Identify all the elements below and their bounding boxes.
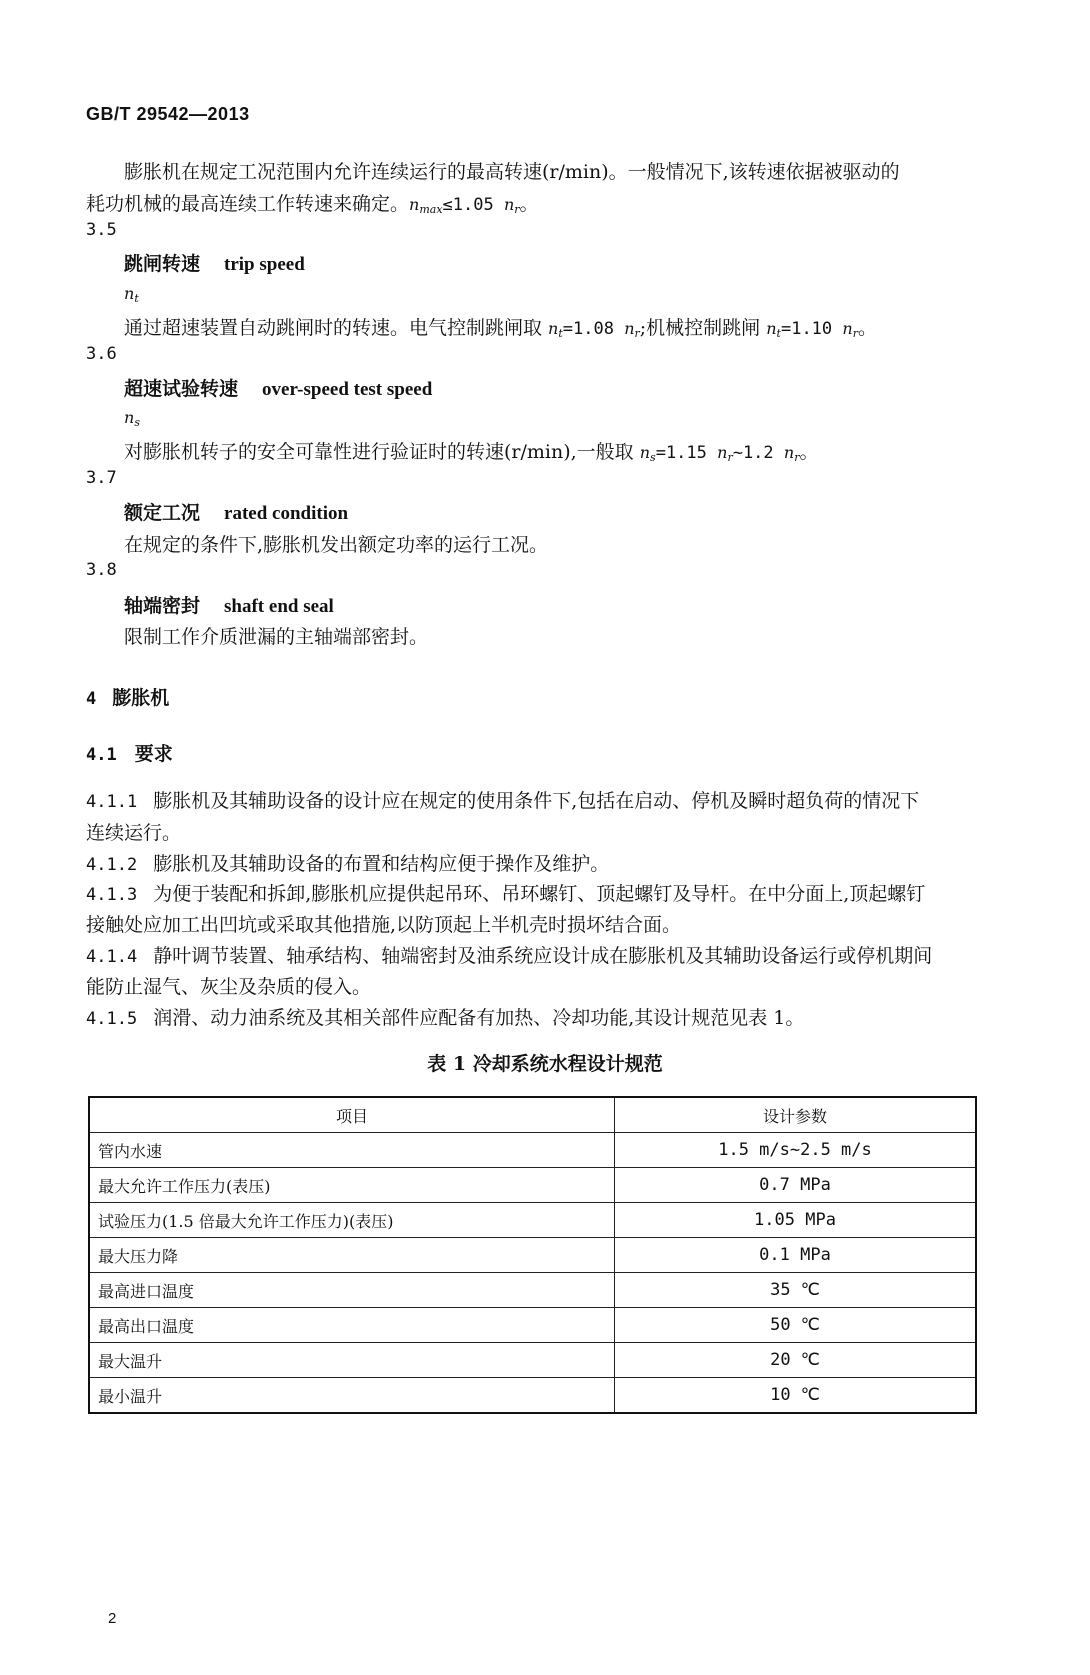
clause-3-7-term: 额定工况 rated condition xyxy=(124,502,349,524)
clause-4-1-3-line-2: 接触处应加工出凹坑或采取其他措施,以防顶起上半机壳时损坏结合面。 xyxy=(86,914,682,936)
clause-3-8-number: 3.8 xyxy=(86,560,117,580)
clause-4-1-4-line-2: 能防止湿气、灰尘及杂质的侵入。 xyxy=(86,976,372,998)
clause-3-6-symbol: $n_s$ xyxy=(124,408,140,429)
table-header-parameter: 设计参数 xyxy=(615,1097,977,1133)
table-cell-value: 50 ℃ xyxy=(615,1308,977,1343)
clause-4-1-5: 4.1.5 润滑、动力油系统及其相关部件应配备有加热、冷却功能,其设计规范见表 1。 xyxy=(86,1007,805,1029)
table-cell-value: 20 ℃ xyxy=(615,1343,977,1378)
table-cell-value: 35 ℃ xyxy=(615,1273,977,1308)
intro-line-1: 膨胀机在规定工况范围内允许连续运行的最高转速(r/min)。一般情况下,该转速依据被驱动的 xyxy=(124,161,900,183)
table-1-title: 表 1 冷却系统水程设计规范 xyxy=(427,1053,663,1075)
clause-3-5-symbol: $n_t$ xyxy=(124,284,139,305)
table-header-row xyxy=(89,1097,976,1133)
table-cell-item: 最高出口温度 xyxy=(89,1308,615,1343)
standard-code: GB/T 29542—2013 xyxy=(86,104,250,124)
clause-4-1-4-line-1: 4.1.4 静叶调节装置、轴承结构、轴端密封及油系统应设计成在膨胀机及其辅助设备运行或停机期间 xyxy=(86,945,933,967)
clause-3-5-number: 3.5 xyxy=(86,220,117,240)
clause-3-6-term: 超速试验转速 over-speed test speed xyxy=(124,378,433,400)
chapter-4-heading: 4 膨胀机 xyxy=(86,687,170,709)
table-cell-item: 最大允许工作压力(表压) xyxy=(89,1168,615,1203)
table-header-item: 项目 xyxy=(89,1097,615,1133)
section-4-1-heading: 4.1 要求 xyxy=(86,743,173,765)
table-cell-item: 最小温升 xyxy=(89,1378,615,1414)
clause-3-7-number: 3.7 xyxy=(86,468,117,488)
clause-3-8-definition: 限制工作介质泄漏的主轴端部密封。 xyxy=(124,626,429,648)
clause-3-7-definition: 在规定的条件下,膨胀机发出额定功率的运行工况。 xyxy=(124,534,549,556)
table-cell-item: 最高进口温度 xyxy=(89,1273,615,1308)
cooling-spec-table xyxy=(88,1096,977,1414)
table-row xyxy=(89,1273,976,1308)
table-row xyxy=(89,1133,976,1168)
clause-3-6-number: 3.6 xyxy=(86,344,117,364)
table-cell-value: 0.1 MPa xyxy=(615,1238,977,1273)
table-cell-value: 1.05 MPa xyxy=(615,1203,977,1238)
clause-3-8-term: 轴端密封 shaft end seal xyxy=(124,595,334,617)
table-cell-item: 最大温升 xyxy=(89,1343,615,1378)
table-row xyxy=(89,1168,976,1203)
table-cell-item: 最大压力降 xyxy=(89,1238,615,1273)
clause-3-5-definition: 通过超速装置自动跳闸时的转速。电气控制跳闸取 $n_t=1.08$ $n_r$;机械控制跳闸 $n_t=1.10$ $n_r$。 xyxy=(124,317,877,340)
table-cell-value: 1.5 m/s~2.5 m/s xyxy=(615,1133,977,1168)
clause-4-1-3-line-1: 4.1.3 为便于装配和拆卸,膨胀机应提供起吊环、吊环螺钉、顶起螺钉及导杆。在中分面上,顶起螺钉 xyxy=(86,883,926,905)
table-row xyxy=(89,1203,976,1238)
table-cell-item: 管内水速 xyxy=(89,1133,615,1168)
table-row xyxy=(89,1308,976,1343)
clause-4-1-1-line-2: 连续运行。 xyxy=(86,822,182,844)
clause-4-1-1-line-1: 4.1.1 膨胀机及其辅助设备的设计应在规定的使用条件下,包括在启动、停机及瞬时超负荷的情况下 xyxy=(86,790,920,812)
table-cell-item: 试验压力(1.5 倍最大允许工作压力)(表压) xyxy=(89,1203,615,1238)
table-row xyxy=(89,1378,976,1414)
clause-3-6-definition: 对膨胀机转子的安全可靠性进行验证时的转速(r/min),一般取 $n_s=1.15$ $n_r\sim 1.2$ $n_r$。 xyxy=(124,441,819,464)
table-row xyxy=(89,1343,976,1378)
clause-3-5-term: 跳闸转速 trip speed xyxy=(124,253,305,275)
table-cell-value: 0.7 MPa xyxy=(615,1168,977,1203)
page-number: 2 xyxy=(108,1610,117,1627)
table-cell-value: 10 ℃ xyxy=(615,1378,977,1414)
table-row xyxy=(89,1238,976,1273)
intro-line-2: 耗功机械的最高连续工作转速来确定。$n_{max}\le 1.05$ $n_r$。 xyxy=(86,193,539,216)
clause-4-1-2: 4.1.2 膨胀机及其辅助设备的布置和结构应便于操作及维护。 xyxy=(86,853,610,875)
